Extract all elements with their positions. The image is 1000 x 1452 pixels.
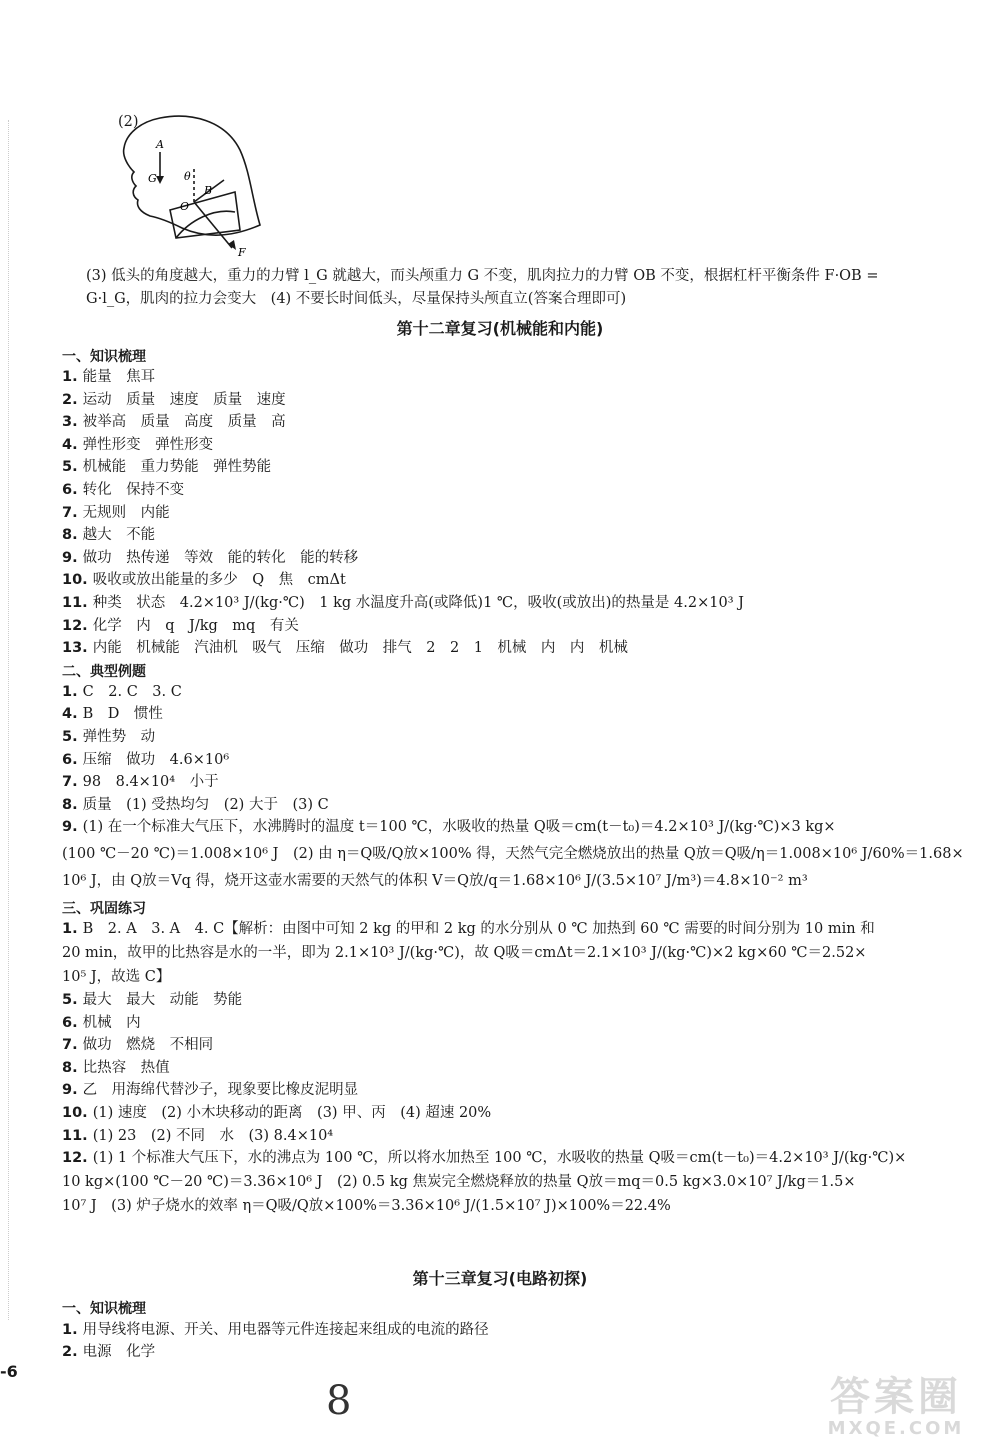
item-number: 1.	[62, 369, 83, 385]
section-heading: 三、巩固练习	[62, 901, 146, 918]
answer-line	[62, 1196, 671, 1216]
answer-text: 越大 不能	[82, 527, 156, 544]
answer-text: 压缩 做功 4.6×10⁶	[82, 751, 230, 768]
answer-text: 用导线将电源、开关、用电器等元件连接起来组成的电流的路径	[82, 1322, 489, 1338]
handwritten-mark: 8	[326, 1378, 352, 1424]
answer-text: 20 min，故甲的比热容是水的一半，即为 2.1×10³ J/(kg·℃)，故 Q吸＝cmΔt＝2.1×10³ J/(kg·℃)×2 kg×60 ℃＝2.52×	[62, 945, 867, 962]
answer-text: 转化 保持不变	[82, 482, 185, 498]
item-number: 9.	[62, 1082, 83, 1099]
figure-letter-b: B	[204, 184, 213, 197]
item-number: 4.	[62, 436, 83, 453]
answer-line	[62, 682, 182, 702]
item-number: 1.	[62, 921, 83, 938]
chapter13-title: 第十三章复习(电路初探)	[412, 1269, 588, 1288]
answer-line	[62, 727, 155, 747]
answer-text: 10⁷ J (3) 炉子烧水的效率 η＝Q吸/Q放×100%＝3.36×10⁶ J/(1.5×10⁷ J)×100%＝22.4%	[62, 1198, 671, 1215]
chapter12-title: 第十二章复习(机械能和内能)	[396, 319, 604, 338]
watermark-title: 答案圈	[830, 1374, 962, 1420]
answer-line	[62, 1058, 170, 1078]
answer-text: 被举高 质量 高度 质量 高	[82, 414, 286, 431]
answer-text: 比热容 热值	[82, 1059, 170, 1076]
answer-line	[62, 525, 155, 545]
answer-line	[62, 503, 170, 523]
item-number: 13.	[62, 640, 93, 657]
answer-text: 最大 最大 动能 势能	[82, 992, 243, 1008]
intro-line-2: G·l_G，肌肉的拉力会变大 (4) 不要长时间低头，尽量保持头颅直立(答案合理即可)	[86, 291, 627, 307]
answer-line	[62, 943, 866, 963]
answer-line	[62, 1080, 358, 1100]
answer-line	[62, 390, 286, 410]
figure-letter-theta: θ	[184, 170, 191, 183]
answer-line	[62, 817, 836, 837]
section-heading: 一、知识梳理	[62, 349, 146, 365]
item-number: 8.	[62, 796, 83, 813]
item-number: 12.	[62, 617, 93, 634]
margin-dots	[8, 120, 11, 1320]
answer-line	[62, 1320, 489, 1340]
item-number: 9.	[62, 819, 83, 836]
answer-text: 弹性势 动	[82, 729, 156, 745]
answer-text: 能量 焦耳	[82, 369, 156, 385]
answer-text: 10⁶ J，由 Q放＝Vq 得，烧开这壶水需要的天然气的体积 V＝Q放/q＝1.68×10⁶ J/(3.5×10⁷ J/m³)＝4.8×10⁻² m³	[62, 873, 808, 890]
item-number: 6.	[62, 1014, 83, 1031]
item-number: 7.	[62, 774, 83, 791]
item-number: 7.	[62, 504, 83, 521]
figure-letter-f: F	[238, 246, 246, 259]
answer-text: 吸收或放出能量的多少 Q 焦 cmΔt	[92, 572, 346, 589]
answer-line	[62, 548, 358, 568]
item-number: 5.	[62, 992, 83, 1008]
answer-text: 弹性形变 弹性形变	[82, 436, 214, 453]
answer-line	[62, 1013, 141, 1033]
answer-text: 机械 内	[82, 1014, 141, 1031]
answer-line	[62, 990, 242, 1010]
item-number: 5.	[62, 459, 83, 476]
answer-line	[62, 1126, 333, 1146]
watermark-url: MXQE.COM	[827, 1418, 965, 1439]
answer-line	[62, 570, 346, 590]
item-number: 3.	[62, 414, 83, 431]
answer-text: (1) 1 个标准大气压下，水的沸点为 100 ℃，所以将水加热至 100 ℃，水吸收的热量 Q吸＝cm(t－t₀)＝4.2×10³ J/(kg·℃)×	[92, 1150, 907, 1167]
answer-line	[62, 871, 808, 891]
chapter13-section-heading: 一、知识梳理	[62, 1301, 146, 1317]
answer-text: 10⁵ J，故选 C】	[62, 969, 171, 986]
answer-line	[62, 435, 213, 455]
answer-line	[62, 795, 329, 815]
item-number: 2.	[62, 391, 83, 408]
answer-text: 种类 状态 4.2×10³ J/(kg·℃) 1 kg 水温度升高(或降低)1 ℃，吸收(或放出)的热量是 4.2×10³ J	[92, 595, 744, 611]
intro-line-1: (3) 低头的角度越大，重力的力臂 l_G 就越大，而头颅重力 G 不变，肌肉拉力的力臂 OB 不变，根据杠杆平衡条件 F·OB =	[86, 268, 879, 284]
answer-line	[62, 919, 875, 939]
item-number: 8.	[62, 527, 83, 544]
item-number: 2.	[62, 1344, 83, 1360]
answer-line	[62, 844, 964, 864]
answer-line	[62, 412, 286, 432]
answer-text: 机械能 重力势能 弹性势能	[82, 459, 272, 476]
answer-line	[62, 1035, 213, 1055]
answer-text: 10 kg×(100 ℃－20 ℃)＝3.36×10⁶ J (2) 0.5 kg 焦炭完全燃烧释放的热量 Q放＝mq＝0.5 kg×3.0×10⁷ J/kg＝1.5×	[62, 1174, 856, 1191]
answer-text: 化学 内 q J/kg mq 有关	[92, 617, 299, 634]
answer-line	[62, 1103, 491, 1123]
answer-text: 乙 用海绵代替沙子，现象要比橡皮泥明显	[82, 1082, 359, 1099]
watermark-logo	[806, 1376, 986, 1444]
answer-text: (1) 23 (2) 不同 水 (3) 8.4×10⁴	[92, 1127, 334, 1144]
answer-line	[62, 616, 299, 636]
answer-text: 无规则 内能	[82, 504, 170, 521]
item-number: 6.	[62, 751, 83, 768]
answer-line	[62, 967, 170, 987]
figure-letter-g: G	[148, 172, 157, 185]
answer-line	[62, 367, 155, 387]
figure-letter-a: A	[156, 138, 164, 151]
item-number: 10.	[62, 1105, 93, 1121]
item-number: 1.	[62, 683, 83, 700]
answer-line	[62, 1172, 855, 1192]
answer-text: 质量 (1) 受热均匀 (2) 大于 (3) C	[82, 796, 329, 813]
answer-line	[62, 480, 184, 500]
page-number: -6	[0, 1362, 18, 1381]
answer-text: C 2. C 3. C	[82, 683, 182, 700]
answer-line	[62, 593, 744, 613]
item-number: 11.	[62, 595, 93, 611]
item-number: 6.	[62, 482, 83, 498]
item-number: 12.	[62, 1150, 93, 1167]
answer-text: 98 8.4×10⁴ 小于	[82, 774, 219, 791]
answer-line	[62, 1342, 155, 1362]
answer-text: 做功 燃烧 不相同	[82, 1037, 214, 1054]
answer-text: (1) 在一个标准大气压下，水沸腾时的温度 t＝100 ℃，水吸收的热量 Q吸＝cm(t－t₀)＝4.2×10³ J/(kg·℃)×3 kg×	[82, 819, 836, 836]
answer-text: (100 ℃－20 ℃)＝1.008×10⁶ J (2) 由 η＝Q吸/Q放×100% 得，天然气完全燃烧放出的热量 Q放＝Q吸/η＝1.008×10⁶ J/60%＝1.68×	[62, 846, 964, 863]
item-number: 4.	[62, 706, 83, 723]
answer-text: 做功 热传递 等效 能的转化 能的转移	[82, 549, 359, 566]
item-number: 1.	[62, 1322, 83, 1338]
answer-line	[62, 772, 219, 792]
answer-line	[62, 457, 271, 477]
item-number: 9.	[62, 549, 83, 566]
head-lever-figure	[110, 110, 280, 260]
answer-text: B 2. A 3. A 4. C【解析：由图中可知 2 kg 的甲和 2 kg 的水分别从 0 ℃ 加热到 60 ℃ 需要的时间分别为 10 min 和	[82, 921, 875, 938]
answer-text: (1) 速度 (2) 小木块移动的距离 (3) 甲、丙 (4) 超速 20%	[92, 1105, 492, 1121]
answer-text: B D 惯性	[82, 706, 163, 723]
answer-line	[62, 704, 163, 724]
item-number: 11.	[62, 1127, 93, 1144]
section-heading: 二、典型例题	[62, 663, 146, 680]
answer-text: 内能 机械能 汽油机 吸气 压缩 做功 排气 2 2 1 机械 内 内 机械	[92, 640, 628, 657]
item-number: 7.	[62, 1037, 83, 1054]
answer-text: 运动 质量 速度 质量 速度	[82, 391, 286, 408]
item-number: 8.	[62, 1059, 83, 1076]
answer-line	[62, 1148, 906, 1168]
answer-text: 电源 化学	[82, 1344, 156, 1360]
item-number: 10.	[62, 572, 93, 589]
answer-line	[62, 638, 628, 658]
figure-label: (2)	[118, 114, 139, 130]
answer-line	[62, 750, 229, 770]
figure-letter-o: O	[180, 200, 190, 213]
item-number: 5.	[62, 729, 83, 745]
